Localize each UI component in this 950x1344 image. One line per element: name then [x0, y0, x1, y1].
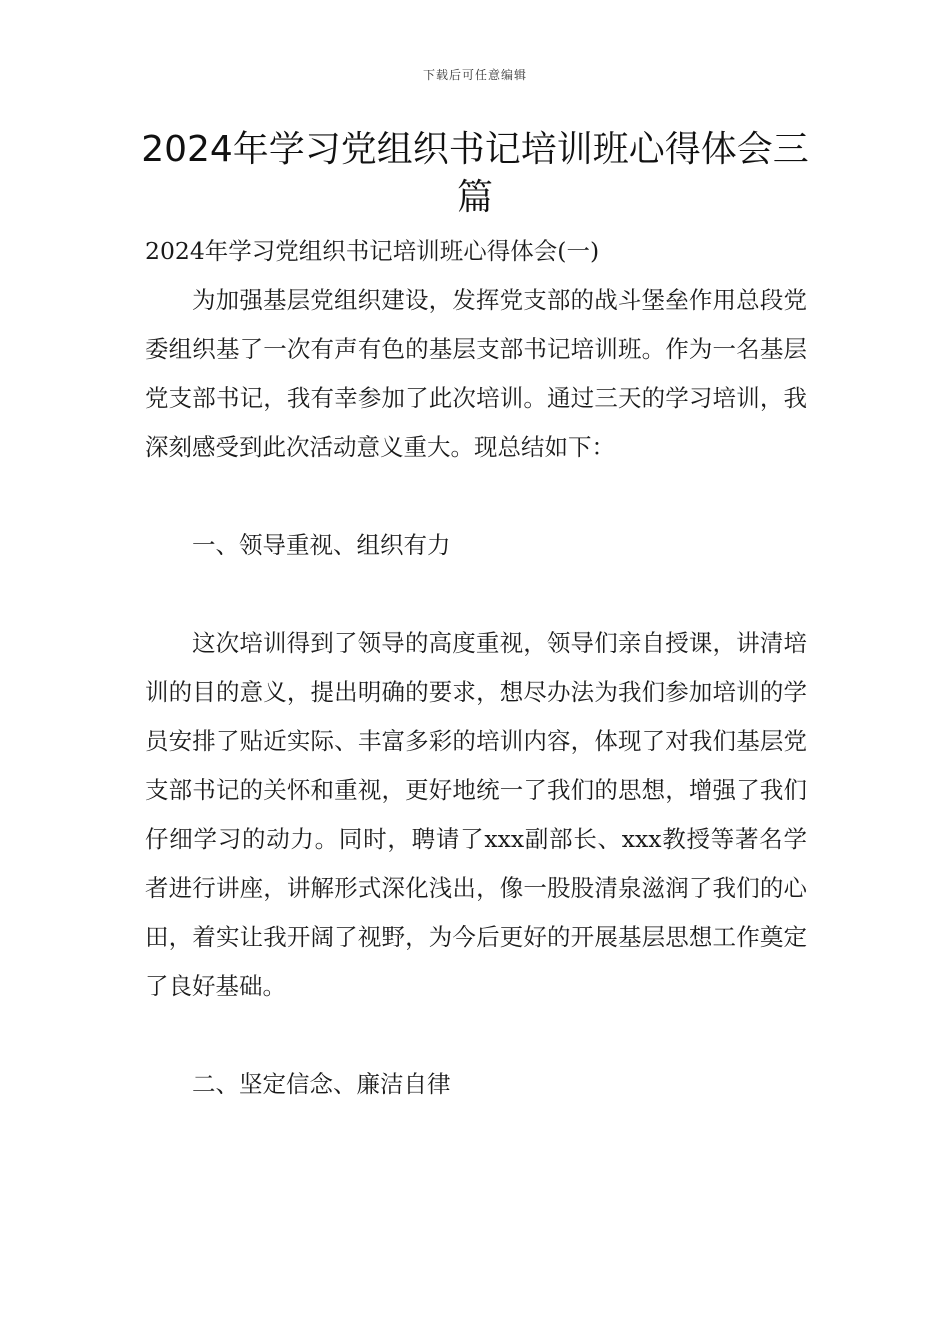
document-title: 2024年学习党组织书记培训班心得体会三篇 [141, 129, 809, 218]
paragraph-spacer [145, 1011, 807, 1060]
header-note: 下载后可任意编辑 [422, 68, 527, 82]
intro-paragraph: 为加强基层党组织建设，发挥党支部的战斗堡垒作用总段党委组织基了一次有声有色的基层支部书记培训班。作为一名基层党支部书记，我有幸参加了此次培训。通过三天的学习培训，我深刻感受到此次活动意义重大。现总结如下： [145, 286, 807, 461]
document-subtitle: 2024年学习党组织书记培训班心得体会(一) [145, 237, 600, 265]
paragraph-spacer [145, 472, 807, 521]
paragraph-spacer [145, 570, 807, 619]
document-body [145, 227, 807, 1109]
section-1-paragraph: 这次培训得到了领导的高度重视，领导们亲自授课，讲清培训的目的意义，提出明确的要求，想尽办法为我们参加培训的学员安排了贴近实际、丰富多彩的培训内容，体现了对我们基层党支部书记的关怀和重视，更好地统一了我们的思想，增强了我们仔细学习的动力。同时，聘请了xxx副部长、xxx教授等著名学者进行讲座，讲解形式深化浅出，像一股股清泉滋润了我们的心田，着实让我开阔了视野，为今后更好的开展基层思想工作奠定了良好基础。 [145, 629, 807, 1000]
section-heading-1: 一、领导重视、组织有力 [192, 531, 451, 559]
section-heading-2: 二、坚定信念、廉洁自律 [192, 1070, 451, 1098]
